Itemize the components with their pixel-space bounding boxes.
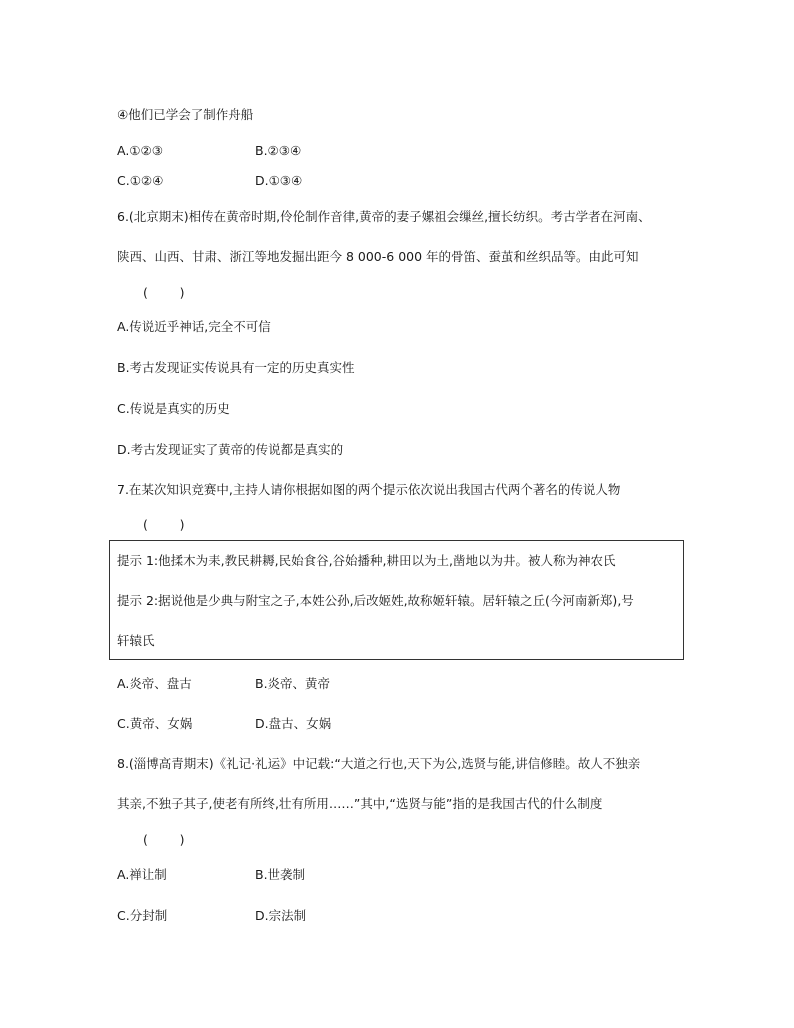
q5-item-4: ④他们已学会了制作舟船 xyxy=(117,107,254,122)
q6-stem-line-2: 陕西、山西、甘肃、浙江等地发掘出距今 8 000-6 000 年的骨笛、蚕茧和丝织品等。由此可知 xyxy=(117,249,639,264)
q5-option-d: D.①③④ xyxy=(255,173,303,188)
q6-option-a: A.传说近乎神话,完全不可信 xyxy=(117,319,271,334)
q7-option-b: B.炎帝、黄帝 xyxy=(255,676,331,691)
q6-option-d: D.考古发现证实了黄帝的传说都是真实的 xyxy=(117,442,344,457)
q8-stem-line-2: 其亲,不独子其子,使老有所终,壮有所用……”其中,“选贤与能”指的是我国古代的什么制度 xyxy=(117,796,603,811)
q6-stem-line-1: 6.(北京期末)相传在黄帝时期,伶伦制作音律,黄帝的妻子嫘祖会缫丝,擅长纺织。考古学者在河南、 xyxy=(117,209,651,224)
q7-stem-line-1: 7.在某次知识竞赛中,主持人请你根据如图的两个提示依次说出我国古代两个著名的传说人物 xyxy=(117,482,621,497)
q8-option-c: C.分封制 xyxy=(117,908,168,923)
q8-option-b: B.世袭制 xyxy=(255,867,306,882)
q5-option-a: A.①②③ xyxy=(117,143,163,158)
q7-option-c: C.黄帝、女娲 xyxy=(117,716,193,731)
q7-option-d: D.盘古、女娲 xyxy=(255,716,332,731)
q8-stem-line-1: 8.(淄博高青期末)《礼记·礼运》中记载:“大道之行也,天下为公,选贤与能,讲信修睦。故人不独亲 xyxy=(117,756,641,771)
q8-answer-blank: ( ) xyxy=(143,832,185,847)
q8-option-d: D.宗法制 xyxy=(255,908,307,923)
q5-option-b: B.②③④ xyxy=(255,143,302,158)
q6-option-b: B.考古发现证实传说具有一定的历史真实性 xyxy=(117,360,355,375)
q7-hint-1: 提示 1:他揉木为耒,教民耕耨,民始食谷,谷始播种,耕田以为土,凿地以为井。被人称为神农氏 xyxy=(117,553,616,568)
q6-answer-blank: ( ) xyxy=(143,285,185,300)
q6-option-c: C.传说是真实的历史 xyxy=(117,401,230,416)
q7-hint-box xyxy=(109,540,684,660)
q7-hint-2: 提示 2:据说他是少典与附宝之子,本姓公孙,后改姬姓,故称姬轩辕。居轩辕之丘(今河南新郑),号 xyxy=(117,593,634,608)
q5-option-c: C.①②④ xyxy=(117,173,164,188)
q7-hint-3: 轩辕氏 xyxy=(117,633,155,648)
q7-option-a: A.炎帝、盘古 xyxy=(117,676,192,691)
q7-answer-blank: ( ) xyxy=(143,517,185,532)
q8-option-a: A.禅让制 xyxy=(117,867,167,882)
